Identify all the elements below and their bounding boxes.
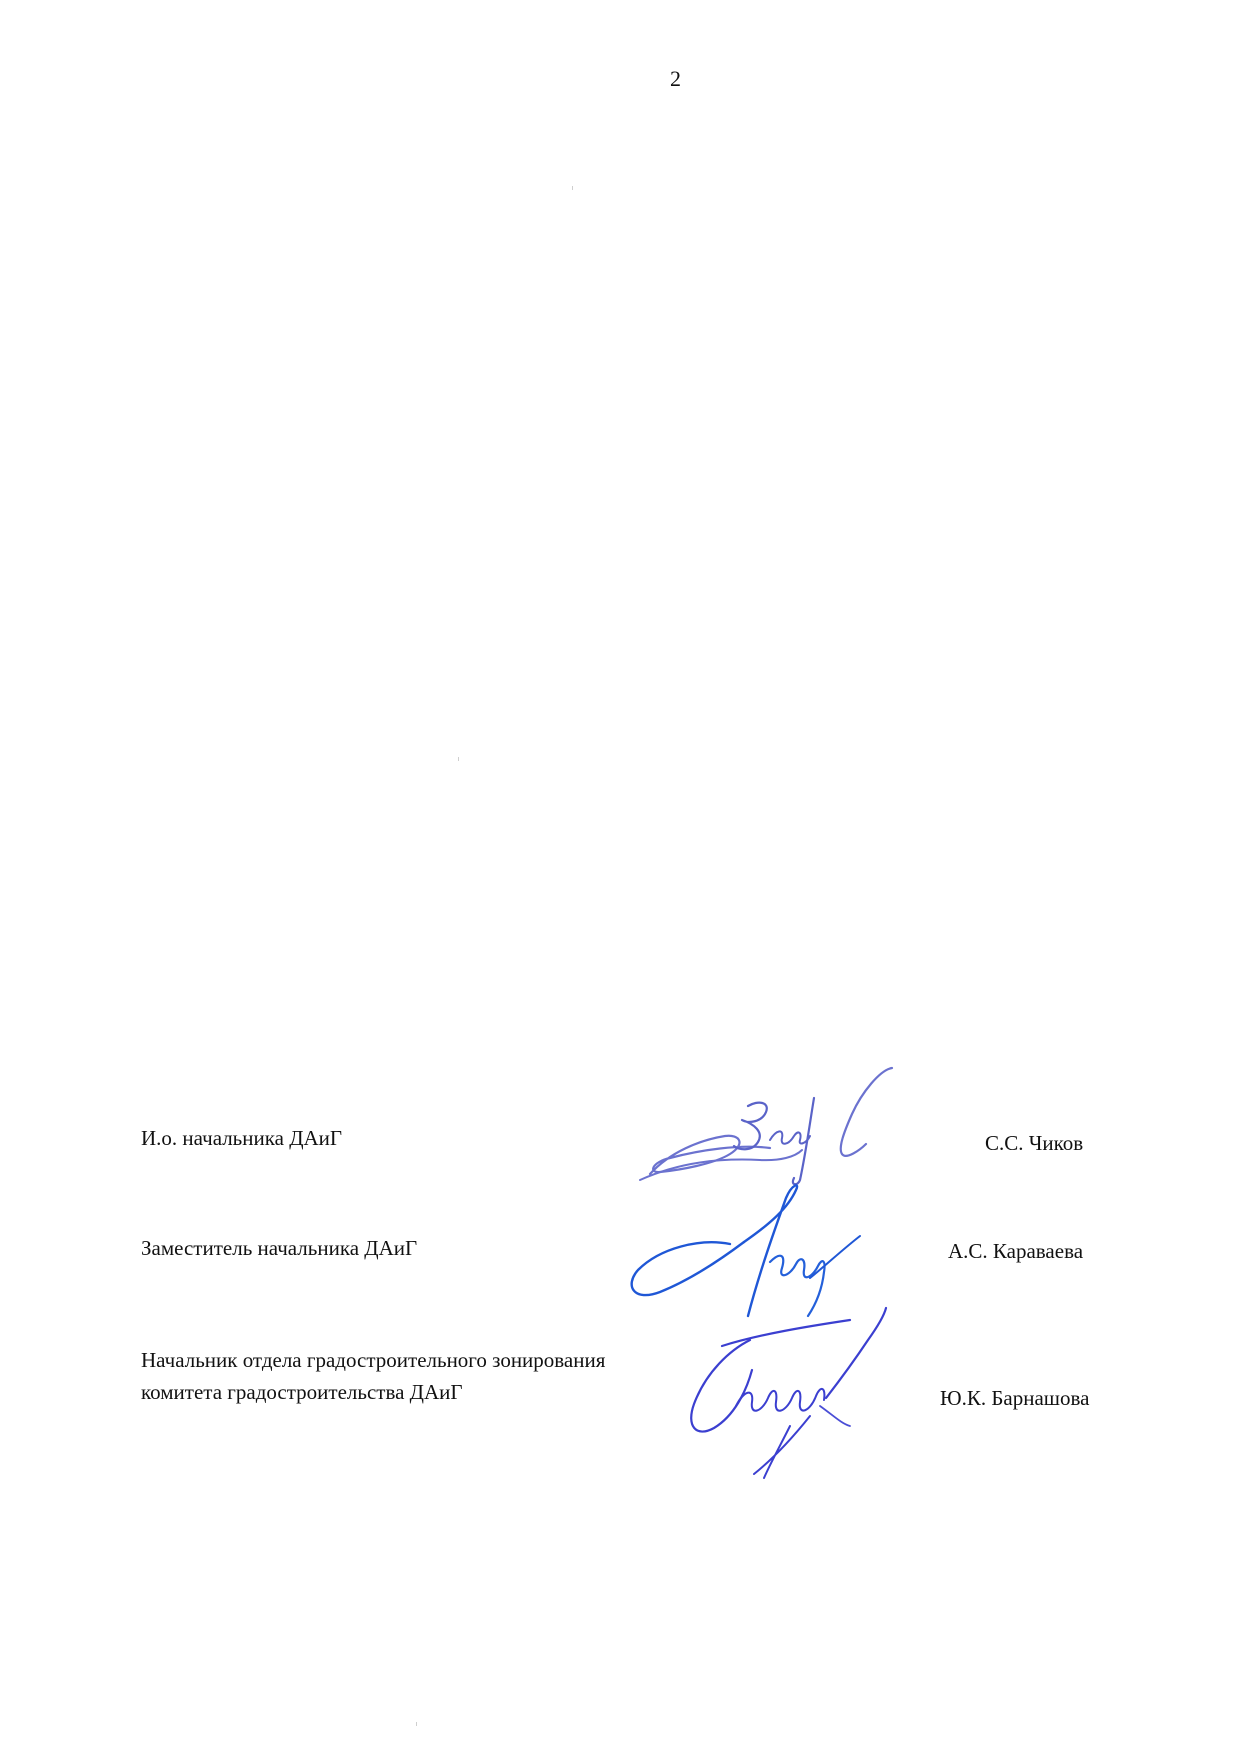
scan-speck [416,1722,417,1726]
scan-speck [572,186,573,190]
signatory-3-position-line-2: комитета градостроительства ДАиГ [141,1380,463,1404]
signatory-3-name: Ю.К. Барнашова [940,1386,1090,1410]
signatory-1-signature [630,1062,900,1192]
signatory-3-position-line-1: Начальник отдела градостроительного зонирования [141,1348,606,1372]
page-number: 2 [670,66,681,91]
signatory-1-name: С.С. Чиков [985,1131,1084,1155]
signatory-1-position: И.о. начальника ДАиГ [141,1126,343,1150]
scan-speck [458,757,459,761]
signatory-2-name: А.С. Караваева [948,1239,1084,1263]
signatory-2-position: Заместитель начальника ДАиГ [141,1236,418,1260]
signatory-3-signature [670,1306,900,1486]
